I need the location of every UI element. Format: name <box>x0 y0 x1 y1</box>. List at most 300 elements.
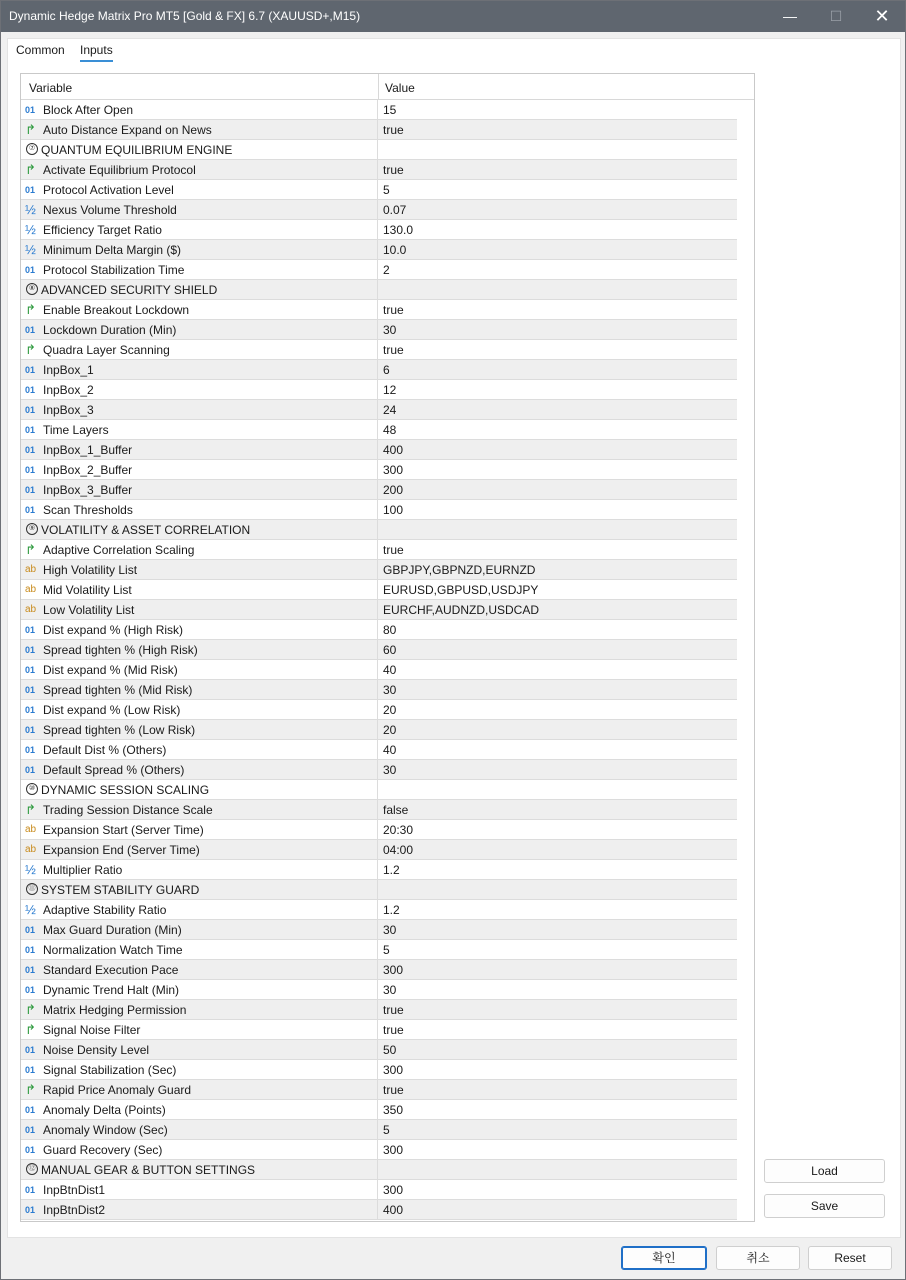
ok-button[interactable]: 확인 <box>621 1246 707 1270</box>
double-type-icon: ½ <box>25 202 36 217</box>
value-cell[interactable] <box>379 1140 737 1159</box>
variable-name: Anomaly Window (Sec) <box>43 1123 168 1137</box>
variable-name: SYSTEM STABILITY GUARD <box>41 883 200 897</box>
table-row[interactable] <box>21 1060 737 1080</box>
value-cell[interactable] <box>379 400 737 419</box>
value-cell[interactable] <box>379 640 737 659</box>
variable-value[interactable]: true <box>383 163 404 177</box>
table-row[interactable] <box>21 180 737 200</box>
variable-cell[interactable] <box>21 520 378 539</box>
variable-cell[interactable] <box>21 260 378 279</box>
value-cell[interactable] <box>379 140 737 159</box>
value-cell[interactable] <box>379 280 737 299</box>
variable-name: Dist expand % (High Risk) <box>43 623 184 637</box>
variable-value[interactable]: EURUSD,GBPUSD,USDJPY <box>383 583 539 597</box>
string-type-icon: ab <box>25 844 37 855</box>
value-cell[interactable] <box>379 1100 737 1119</box>
variable-value[interactable]: 15 <box>383 103 397 117</box>
double-type-icon: ½ <box>25 902 36 917</box>
variable-value[interactable]: 5 <box>383 1123 390 1137</box>
value-cell[interactable] <box>379 240 737 259</box>
table-row[interactable] <box>21 1140 737 1160</box>
variable-value[interactable]: 30 <box>383 983 397 997</box>
variable-value[interactable]: 30 <box>383 323 397 337</box>
variable-name: Lockdown Duration (Min) <box>43 323 177 337</box>
section-row[interactable] <box>21 280 737 300</box>
variable-value[interactable]: 24 <box>383 403 397 417</box>
variable-cell[interactable] <box>21 1160 378 1179</box>
variable-value[interactable]: 300 <box>383 963 404 977</box>
value-cell[interactable] <box>379 780 737 799</box>
variable-cell[interactable] <box>21 380 378 399</box>
table-row[interactable] <box>21 1200 737 1220</box>
variable-cell[interactable] <box>21 1020 378 1039</box>
variable-value[interactable]: 60 <box>383 643 397 657</box>
table-row[interactable] <box>21 360 737 380</box>
variable-value[interactable]: 300 <box>383 1143 404 1157</box>
variable-value[interactable]: 1.2 <box>383 863 400 877</box>
variable-value[interactable]: EURCHF,AUDNZD,USDCAD <box>383 603 540 617</box>
double-type-icon: ½ <box>25 222 36 237</box>
table-row[interactable] <box>21 560 737 580</box>
variable-cell[interactable] <box>21 700 378 719</box>
table-row[interactable] <box>21 440 737 460</box>
variable-cell[interactable] <box>21 660 378 679</box>
variable-value[interactable]: 12 <box>383 383 397 397</box>
table-row[interactable] <box>21 480 737 500</box>
variable-cell[interactable] <box>21 1120 378 1139</box>
variable-cell[interactable] <box>21 940 378 959</box>
table-row[interactable] <box>21 980 737 1000</box>
value-cell[interactable] <box>379 420 737 439</box>
table-row[interactable] <box>21 500 737 520</box>
variable-cell[interactable] <box>21 140 378 159</box>
integer-type-icon: 01 <box>25 765 36 775</box>
section-number-icon: ⑪ <box>26 883 38 895</box>
string-type-icon: ab <box>25 564 37 575</box>
variable-name: Scan Thresholds <box>43 503 133 517</box>
section-number-icon: ⑩ <box>26 783 38 795</box>
cancel-button[interactable]: 취소 <box>716 1246 800 1270</box>
value-cell[interactable] <box>379 1080 737 1099</box>
table-row[interactable] <box>21 1120 737 1140</box>
string-type-icon: ab <box>25 584 37 595</box>
close-icon[interactable]: ✕ <box>874 6 890 26</box>
value-cell[interactable] <box>379 1020 737 1039</box>
table-row[interactable] <box>21 620 737 640</box>
value-cell[interactable] <box>379 340 737 359</box>
variable-cell[interactable] <box>21 720 378 739</box>
value-cell[interactable] <box>379 840 737 859</box>
variable-value[interactable]: 350 <box>383 1103 404 1117</box>
variable-cell[interactable] <box>21 400 378 419</box>
tab-panel <box>7 38 901 1238</box>
tab-common[interactable]: Common <box>16 43 65 57</box>
variable-value[interactable]: 10.0 <box>383 243 407 257</box>
variable-name: Dist expand % (Low Risk) <box>43 703 181 717</box>
integer-type-icon: 01 <box>25 105 36 115</box>
table-row[interactable] <box>21 680 737 700</box>
table-row[interactable] <box>21 580 737 600</box>
boolean-type-icon: ↱ <box>25 542 36 557</box>
variable-cell[interactable] <box>21 160 378 179</box>
variable-cell[interactable] <box>21 320 378 339</box>
value-cell[interactable] <box>379 820 737 839</box>
variable-value[interactable]: 1.2 <box>383 903 400 917</box>
value-cell[interactable] <box>379 960 737 979</box>
variable-name: Spread tighten % (High Risk) <box>43 643 198 657</box>
variable-cell[interactable] <box>21 680 378 699</box>
table-row[interactable] <box>21 340 737 360</box>
variable-name: Nexus Volume Threshold <box>43 203 177 217</box>
variable-value[interactable]: 400 <box>383 443 404 457</box>
column-header-variable[interactable]: Variable <box>29 81 73 95</box>
variable-cell[interactable] <box>21 620 378 639</box>
variable-value[interactable]: true <box>383 1023 404 1037</box>
section-row[interactable] <box>21 880 737 900</box>
table-row[interactable] <box>21 740 737 760</box>
table-row[interactable] <box>21 940 737 960</box>
value-cell[interactable] <box>379 720 737 739</box>
table-row[interactable] <box>21 720 737 740</box>
variable-value[interactable]: 20 <box>383 703 397 717</box>
value-cell[interactable] <box>379 860 737 879</box>
variable-name: Auto Distance Expand on News <box>43 123 212 137</box>
variable-value[interactable]: 200 <box>383 483 404 497</box>
variable-cell[interactable] <box>21 340 378 359</box>
value-cell[interactable] <box>379 540 737 559</box>
variable-cell[interactable] <box>21 120 378 139</box>
variable-name: InpBox_1_Buffer <box>43 443 133 457</box>
variable-cell[interactable] <box>21 780 378 799</box>
table-row[interactable] <box>21 200 737 220</box>
variable-value[interactable]: true <box>383 303 404 317</box>
variable-value[interactable]: 5 <box>383 183 390 197</box>
value-cell[interactable] <box>379 320 737 339</box>
variable-name: DYNAMIC SESSION SCALING <box>41 783 210 797</box>
save-button[interactable]: Save <box>764 1194 885 1218</box>
variable-name: Minimum Delta Margin ($) <box>43 243 182 257</box>
value-cell[interactable] <box>379 120 737 139</box>
value-cell[interactable] <box>379 100 737 119</box>
table-row[interactable] <box>21 400 737 420</box>
section-row[interactable] <box>21 1160 737 1180</box>
variable-cell[interactable] <box>21 760 378 779</box>
variable-value[interactable]: GBPJPY,GBPNZD,EURNZD <box>383 563 536 577</box>
variable-name: InpBtnDist1 <box>43 1183 106 1197</box>
value-cell[interactable] <box>379 1200 737 1219</box>
variable-value[interactable]: true <box>383 543 404 557</box>
variable-value[interactable]: 40 <box>383 743 397 757</box>
variable-value[interactable]: 48 <box>383 423 397 437</box>
variable-cell[interactable] <box>21 480 378 499</box>
value-cell[interactable] <box>379 980 737 999</box>
value-cell[interactable] <box>379 1000 737 1019</box>
variable-cell[interactable] <box>21 600 378 619</box>
value-cell[interactable] <box>379 1160 737 1179</box>
table-row[interactable] <box>21 1040 737 1060</box>
variable-name: Standard Execution Pace <box>43 963 179 977</box>
boolean-type-icon: ↱ <box>25 162 36 177</box>
table-row[interactable] <box>21 240 737 260</box>
tab-inputs[interactable]: Inputs <box>80 43 113 62</box>
value-cell[interactable] <box>379 920 737 939</box>
variable-cell[interactable] <box>21 1140 378 1159</box>
variable-name: Spread tighten % (Low Risk) <box>43 723 196 737</box>
integer-type-icon: 01 <box>25 1125 36 1135</box>
variable-value[interactable]: 300 <box>383 1183 404 1197</box>
variable-value[interactable]: true <box>383 343 404 357</box>
table-row[interactable] <box>21 820 737 840</box>
table-row[interactable] <box>21 800 737 820</box>
table-row[interactable] <box>21 1000 737 1020</box>
variable-value[interactable]: 2 <box>383 263 390 277</box>
variable-cell[interactable] <box>21 500 378 519</box>
grid-rows <box>21 100 737 1220</box>
table-row[interactable] <box>21 1100 737 1120</box>
section-number-icon: ⑧ <box>26 283 38 295</box>
variable-value[interactable]: 50 <box>383 1043 397 1057</box>
variable-value[interactable]: 04:00 <box>383 843 414 857</box>
table-row[interactable] <box>21 1020 737 1040</box>
value-cell[interactable] <box>379 220 737 239</box>
section-number-icon: ⑨ <box>26 523 38 535</box>
variable-value[interactable]: true <box>383 123 404 137</box>
table-row[interactable] <box>21 460 737 480</box>
value-cell[interactable] <box>379 360 737 379</box>
table-row[interactable] <box>21 900 737 920</box>
variable-cell[interactable] <box>21 560 378 579</box>
variable-cell[interactable] <box>21 280 378 299</box>
variable-value[interactable]: 40 <box>383 663 397 677</box>
value-cell[interactable] <box>379 680 737 699</box>
variable-name: Spread tighten % (Mid Risk) <box>43 683 193 697</box>
table-row[interactable] <box>21 920 737 940</box>
integer-type-icon: 01 <box>25 1185 36 1195</box>
table-row[interactable] <box>21 160 737 180</box>
column-divider[interactable] <box>378 74 379 100</box>
value-cell[interactable] <box>379 700 737 719</box>
variable-name: Dynamic Trend Halt (Min) <box>43 983 180 997</box>
variable-cell[interactable] <box>21 440 378 459</box>
integer-type-icon: 01 <box>25 385 36 395</box>
value-cell[interactable] <box>379 480 737 499</box>
variable-name: High Volatility List <box>43 563 138 577</box>
variable-name: MANUAL GEAR & BUTTON SETTINGS <box>41 1163 256 1177</box>
integer-type-icon: 01 <box>25 505 36 515</box>
table-row[interactable] <box>21 700 737 720</box>
variable-cell[interactable] <box>21 1040 378 1059</box>
variable-cell[interactable] <box>21 980 378 999</box>
variable-value[interactable]: 300 <box>383 463 404 477</box>
variable-value[interactable]: 20 <box>383 723 397 737</box>
value-cell[interactable] <box>379 620 737 639</box>
variable-value[interactable]: true <box>383 1003 404 1017</box>
table-row[interactable] <box>21 640 737 660</box>
value-cell[interactable] <box>379 520 737 539</box>
value-cell[interactable] <box>379 260 737 279</box>
variable-cell[interactable] <box>21 540 378 559</box>
value-cell[interactable] <box>379 1040 737 1059</box>
variable-value[interactable]: false <box>383 803 409 817</box>
integer-type-icon: 01 <box>25 265 36 275</box>
value-cell[interactable] <box>379 880 737 899</box>
value-cell[interactable] <box>379 200 737 219</box>
variable-cell[interactable] <box>21 100 378 119</box>
maximize-icon[interactable]: ☐ <box>829 8 843 24</box>
variable-name: InpBox_2_Buffer <box>43 463 133 477</box>
value-cell[interactable] <box>379 740 737 759</box>
variable-name: Protocol Stabilization Time <box>43 263 185 277</box>
table-row[interactable] <box>21 1080 737 1100</box>
table-row[interactable] <box>21 420 737 440</box>
integer-type-icon: 01 <box>25 185 36 195</box>
load-button[interactable]: Load <box>764 1159 885 1183</box>
boolean-type-icon: ↱ <box>25 342 36 357</box>
variable-cell[interactable] <box>21 900 378 919</box>
integer-type-icon: 01 <box>25 485 36 495</box>
boolean-type-icon: ↱ <box>25 802 36 817</box>
variable-value[interactable]: 130.0 <box>383 223 414 237</box>
title-bar[interactable] <box>1 1 905 32</box>
variable-name: Max Guard Duration (Min) <box>43 923 182 937</box>
variable-value[interactable]: 5 <box>383 943 390 957</box>
variable-cell[interactable] <box>21 460 378 479</box>
integer-type-icon: 01 <box>25 945 36 955</box>
variable-value[interactable]: 30 <box>383 683 397 697</box>
integer-type-icon: 01 <box>25 965 36 975</box>
variable-value[interactable]: 30 <box>383 923 397 937</box>
value-cell[interactable] <box>379 940 737 959</box>
table-row[interactable] <box>21 540 737 560</box>
value-cell[interactable] <box>379 500 737 519</box>
value-cell[interactable] <box>379 180 737 199</box>
section-number-icon: ⑫ <box>26 1163 38 1175</box>
variable-name: Adaptive Correlation Scaling <box>43 543 195 557</box>
value-cell[interactable] <box>379 300 737 319</box>
variable-cell[interactable] <box>21 920 378 939</box>
value-cell[interactable] <box>379 800 737 819</box>
value-cell[interactable] <box>379 1180 737 1199</box>
table-row[interactable] <box>21 960 737 980</box>
table-row[interactable] <box>21 1180 737 1200</box>
value-cell[interactable] <box>379 900 737 919</box>
value-cell[interactable] <box>379 1120 737 1139</box>
variable-value[interactable]: 0.07 <box>383 203 407 217</box>
variable-cell[interactable] <box>21 360 378 379</box>
value-cell[interactable] <box>379 1060 737 1079</box>
table-row[interactable] <box>21 660 737 680</box>
integer-type-icon: 01 <box>25 405 36 415</box>
variable-value[interactable]: true <box>383 1083 404 1097</box>
table-row[interactable] <box>21 320 737 340</box>
variable-name: Block After Open <box>43 103 134 117</box>
variable-cell[interactable] <box>21 1100 378 1119</box>
variable-cell[interactable] <box>21 180 378 199</box>
value-cell[interactable] <box>379 660 737 679</box>
variable-cell[interactable] <box>21 800 378 819</box>
string-type-icon: ab <box>25 824 37 835</box>
variable-name: Rapid Price Anomaly Guard <box>43 1083 192 1097</box>
variable-value[interactable]: 400 <box>383 1203 404 1217</box>
value-cell[interactable] <box>379 580 737 599</box>
variable-name: Protocol Activation Level <box>43 183 174 197</box>
value-cell[interactable] <box>379 460 737 479</box>
variable-cell[interactable] <box>21 300 378 319</box>
value-cell[interactable] <box>379 380 737 399</box>
table-row[interactable] <box>21 120 737 140</box>
variable-cell[interactable] <box>21 880 378 899</box>
variable-name: InpBox_2 <box>43 383 94 397</box>
variable-value[interactable]: 300 <box>383 1063 404 1077</box>
table-row[interactable] <box>21 860 737 880</box>
section-row[interactable] <box>21 780 737 800</box>
table-row[interactable] <box>21 600 737 620</box>
variable-cell[interactable] <box>21 1180 378 1199</box>
variable-cell[interactable] <box>21 640 378 659</box>
variable-cell[interactable] <box>21 820 378 839</box>
variable-cell[interactable] <box>21 840 378 859</box>
table-row[interactable] <box>21 300 737 320</box>
variable-value[interactable]: 100 <box>383 503 404 517</box>
variable-name: Default Spread % (Others) <box>43 763 185 777</box>
value-cell[interactable] <box>379 440 737 459</box>
variable-cell[interactable] <box>21 240 378 259</box>
variable-cell[interactable] <box>21 200 378 219</box>
variable-cell[interactable] <box>21 860 378 879</box>
variable-cell[interactable] <box>21 220 378 239</box>
table-row[interactable] <box>21 380 737 400</box>
variable-cell[interactable] <box>21 740 378 759</box>
string-type-icon: ab <box>25 604 37 615</box>
variable-name: Activate Equilibrium Protocol <box>43 163 196 177</box>
value-cell[interactable] <box>379 560 737 579</box>
value-cell[interactable] <box>379 600 737 619</box>
value-cell[interactable] <box>379 160 737 179</box>
variable-cell[interactable] <box>21 960 378 979</box>
variable-name: InpBox_3_Buffer <box>43 483 133 497</box>
section-row[interactable] <box>21 140 737 160</box>
variable-cell[interactable] <box>21 420 378 439</box>
variable-name: Expansion End (Server Time) <box>43 843 200 857</box>
variable-value[interactable]: 30 <box>383 763 397 777</box>
variable-name: Low Volatility List <box>43 603 135 617</box>
table-row[interactable] <box>21 220 737 240</box>
integer-type-icon: 01 <box>25 1205 36 1215</box>
table-row[interactable] <box>21 100 737 120</box>
variable-cell[interactable] <box>21 1200 378 1219</box>
minimize-icon[interactable]: — <box>783 8 797 24</box>
variable-name: Guard Recovery (Sec) <box>43 1143 163 1157</box>
variable-value[interactable]: 20:30 <box>383 823 414 837</box>
variable-name: InpBtnDist2 <box>43 1203 106 1217</box>
variable-value[interactable]: 80 <box>383 623 397 637</box>
variable-cell[interactable] <box>21 1000 378 1019</box>
variable-cell[interactable] <box>21 1080 378 1099</box>
variable-cell[interactable] <box>21 1060 378 1079</box>
value-cell[interactable] <box>379 760 737 779</box>
section-row[interactable] <box>21 520 737 540</box>
table-row[interactable] <box>21 260 737 280</box>
table-row[interactable] <box>21 840 737 860</box>
column-header-value[interactable]: Value <box>385 81 415 95</box>
variable-value[interactable]: 6 <box>383 363 390 377</box>
variable-cell[interactable] <box>21 580 378 599</box>
reset-button[interactable]: Reset <box>808 1246 892 1270</box>
integer-type-icon: 01 <box>25 465 36 475</box>
table-row[interactable] <box>21 760 737 780</box>
variable-name: Noise Density Level <box>43 1043 150 1057</box>
